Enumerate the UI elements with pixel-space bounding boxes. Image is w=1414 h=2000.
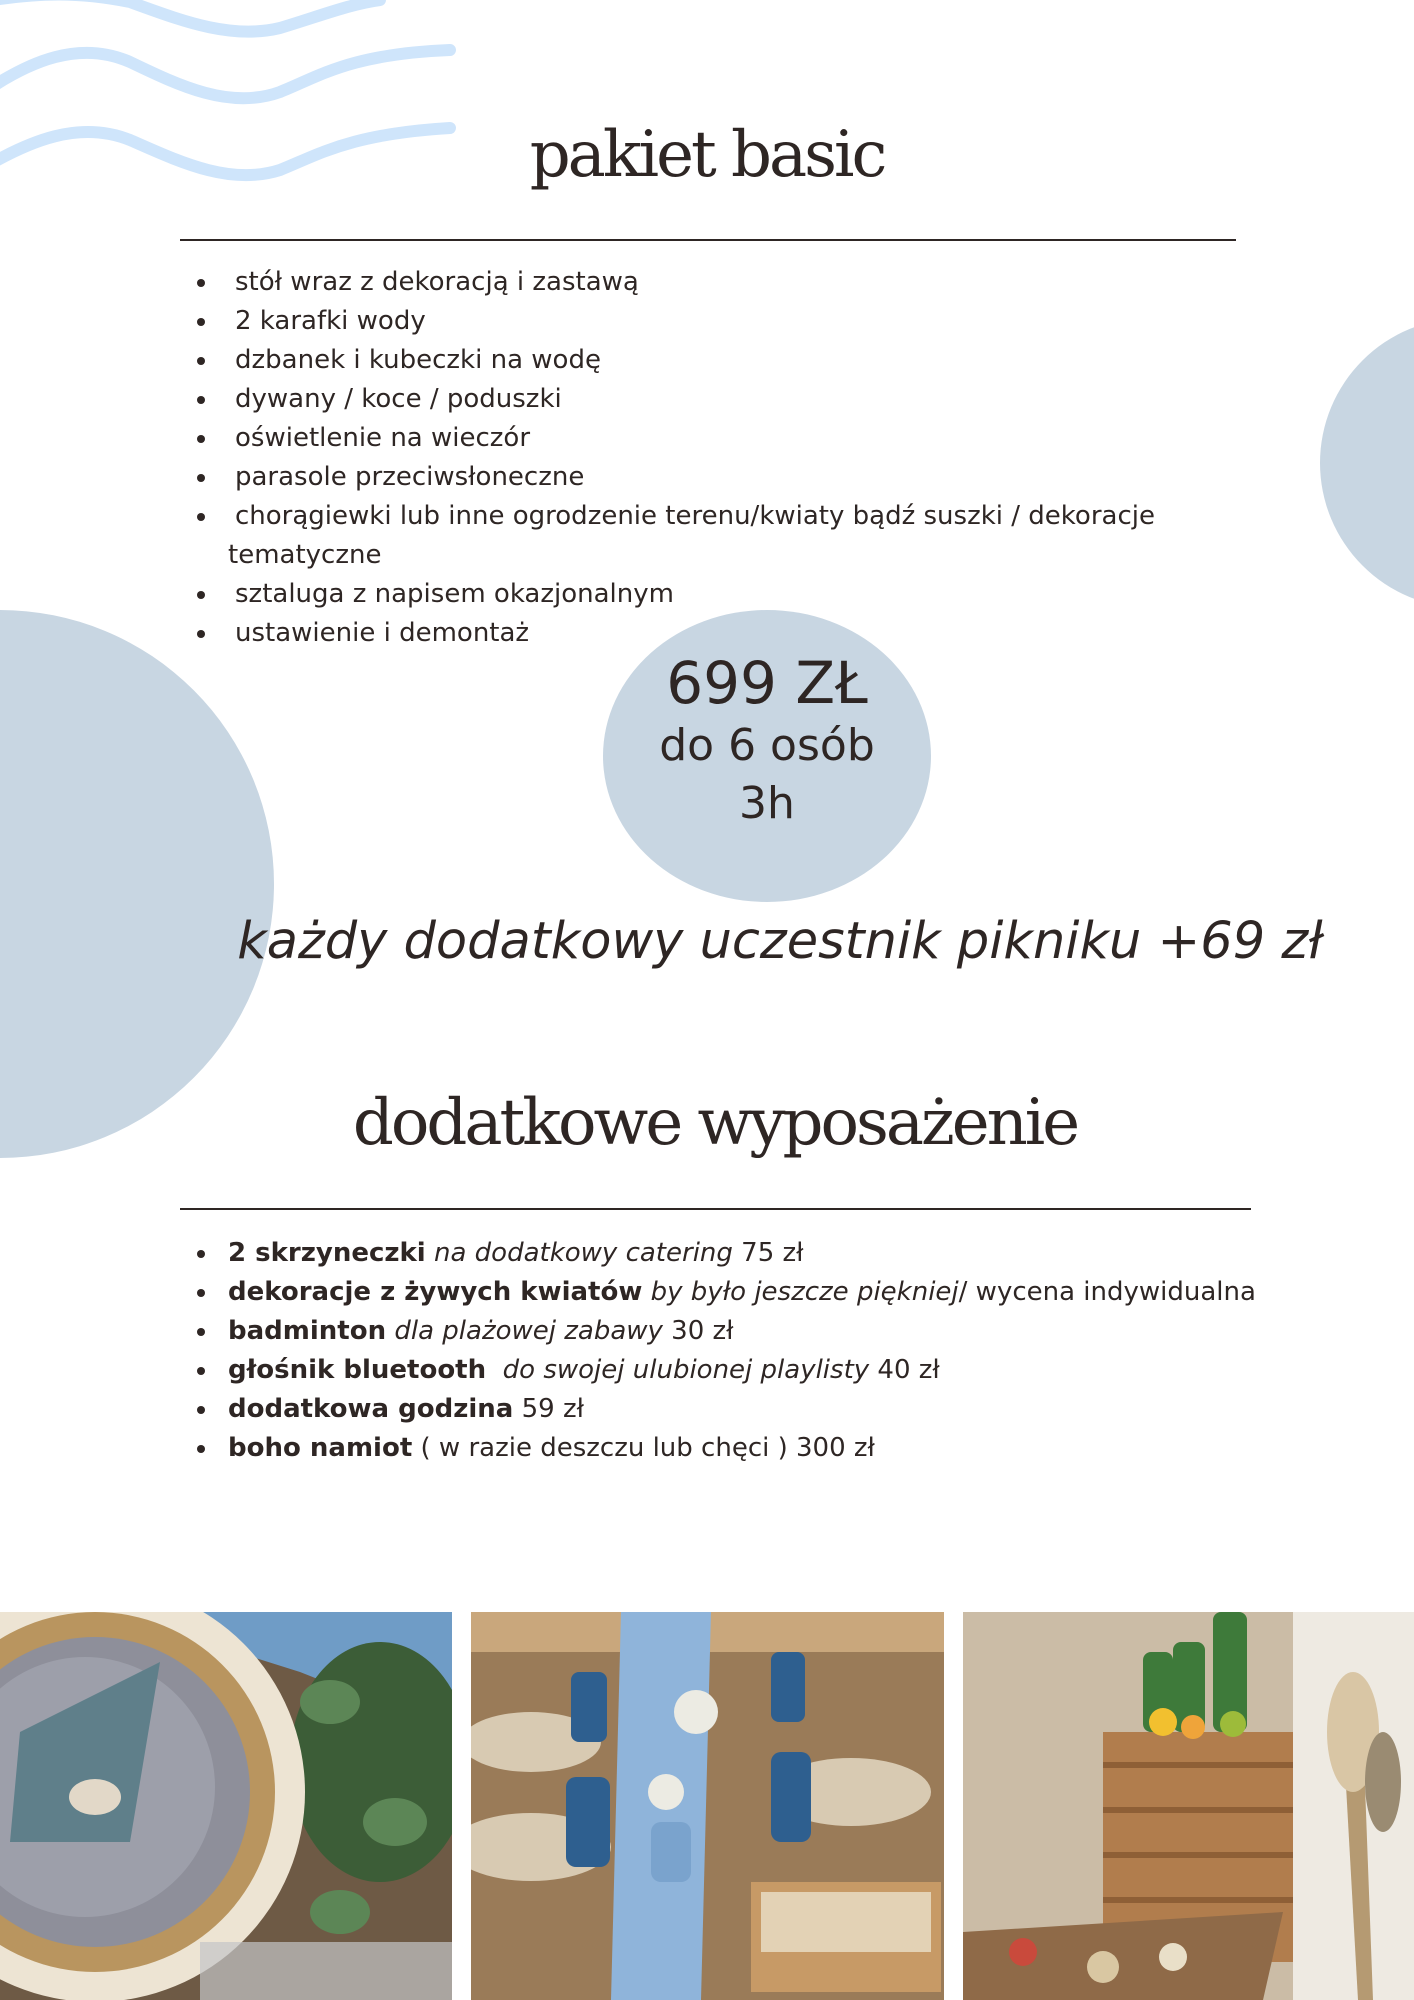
list-item: dzbanek i kubeczki na wodę xyxy=(180,341,1180,380)
list-item: stół wraz z dekoracją i zastawą xyxy=(180,263,1180,302)
list-item: dywany / koce / poduszki xyxy=(180,380,1180,419)
decorative-circle-left xyxy=(0,610,274,1158)
title-divider xyxy=(180,239,1236,241)
list-item xyxy=(180,1351,1330,1390)
list-item: oświetlenie na wieczór xyxy=(180,419,1180,458)
extra-name: 2 skrzyneczki xyxy=(228,1238,426,1268)
wooden-crate-catering-photo xyxy=(963,1612,1414,2000)
basic-package-title: pakiet basic xyxy=(529,118,885,192)
package-duration: 3h xyxy=(739,778,795,829)
basic-items-list xyxy=(180,263,1180,653)
list-item: 2 karafki wody xyxy=(180,302,1180,341)
extra-desc: na dodatkowy catering xyxy=(433,1238,733,1268)
extra-name: dekoracje z żywych kwiatów xyxy=(228,1277,643,1307)
list-item xyxy=(180,1273,1330,1312)
list-item xyxy=(180,1390,1330,1429)
picnic-table-runner-photo xyxy=(471,1612,944,2000)
package-price: 699 ZŁ xyxy=(666,649,868,717)
extra-name: badminton xyxy=(228,1316,387,1346)
price-box xyxy=(603,650,931,832)
extra-desc: dla plażowej zabawy xyxy=(394,1316,663,1346)
list-item xyxy=(180,1312,1330,1351)
list-item: ustawienie i demontaż xyxy=(180,614,1180,653)
extra-desc: by było jeszcze piękniej xyxy=(650,1277,959,1307)
title-divider xyxy=(180,1208,1251,1210)
extras-title: dodatkowe wyposażenie xyxy=(352,1086,1078,1160)
list-item xyxy=(180,1429,1330,1468)
decorative-circle-right xyxy=(1320,318,1414,608)
extra-price: / wycena indywidualna xyxy=(958,1277,1256,1307)
extra-price: ( w razie deszczu lub chęci ) 300 zł xyxy=(412,1433,875,1463)
extra-price: 75 zł xyxy=(732,1238,804,1268)
extras-list xyxy=(180,1234,1330,1468)
extra-price: 30 zł xyxy=(662,1316,734,1346)
list-item: sztaluga z napisem okazjonalnym xyxy=(180,575,1180,614)
package-persons: do 6 osób xyxy=(659,720,875,771)
extra-person-price: każdy dodatkowy uczestnik pikniku +69 zł xyxy=(237,912,1323,971)
extra-name: dodatkowa godzina xyxy=(228,1394,514,1424)
extra-price: 59 zł xyxy=(513,1394,584,1424)
decorative-waves xyxy=(0,0,460,200)
extra-name: boho namiot xyxy=(228,1433,413,1463)
extra-name: głośnik bluetooth xyxy=(228,1355,487,1385)
extra-price: 40 zł xyxy=(869,1355,940,1385)
list-item xyxy=(180,1234,1330,1273)
extra-desc: do swojej ulubionej playlisty xyxy=(502,1355,870,1385)
table-setting-plate-photo xyxy=(0,1612,452,2000)
list-item: parasole przeciwsłoneczne xyxy=(180,458,1180,497)
list-item: chorągiewki lub inne ogrodzenie terenu/kwiaty bądź suszki / dekoracje tematyczne xyxy=(180,497,1180,575)
